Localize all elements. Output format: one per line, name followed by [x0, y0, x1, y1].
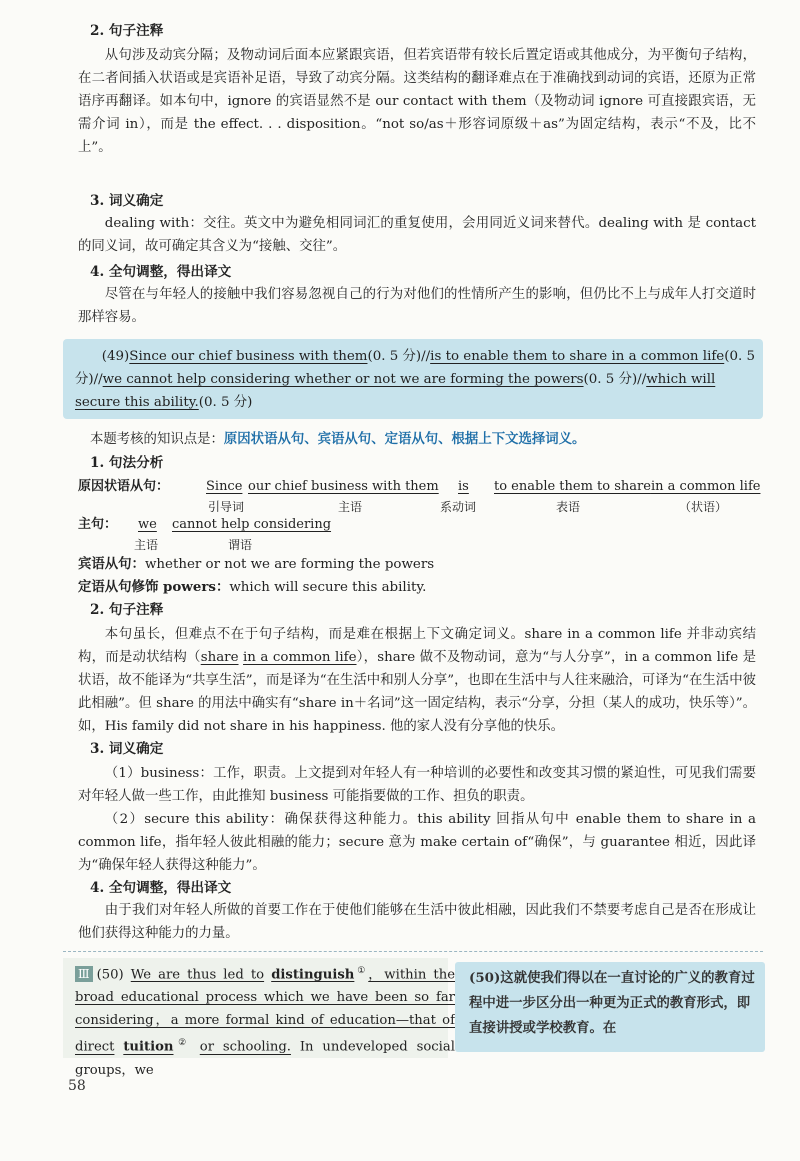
grammar-role: 主语 — [134, 538, 159, 552]
grammar-role: （状语） — [679, 500, 728, 514]
section-heading: 3. 词义确定 — [90, 193, 164, 209]
analysis-word: is — [458, 479, 469, 494]
grammar-role: 主语 — [338, 500, 363, 514]
word-meaning-paragraph: （1）business：工作，职责。上文提到对年轻人有一种培训的必要性和改变其习惯的紧迫性，可见我们需要对年轻人做一些工作，由此推知 business 可能指要做的工作、担负的职责。 — [78, 766, 756, 804]
word-meaning-paragraph: dealing with：交往。英文中为避免相同词汇的重复使用，会用同近义词来替代。dealing with 是 contact 的同义词，故可确定其含义为“接触、交往”。 — [78, 216, 756, 254]
vocab-word: distinguish — [271, 967, 355, 983]
page-number: 58 — [68, 1078, 86, 1094]
passage-column — [63, 958, 455, 1078]
object-clause-line: 宾语从句：whether or not we are forming the powers — [78, 556, 435, 572]
grammar-role: 谓语 — [228, 538, 253, 552]
passage-text: Ⅲ (50) We are thus led to distinguish①，within the broad educational process which we have been so far considering，a more formal kind of education—that of direct tuition② or schooling. In undeveloped social groups，we — [75, 966, 455, 1078]
grammar-role: 引导词 — [208, 500, 245, 514]
section-heading: 3. 词义确定 — [90, 741, 164, 757]
analysis-word: to enable them to share — [494, 479, 651, 494]
analysis-word: our chief business with them — [248, 479, 439, 494]
note-paragraph: 本句虽长，但难点不在于句子结构，而是难在根据上下文确定词义。share in a common life 并非动宾结构，而是动状结构（share in a common life），share 做不及物动词，意为“与人分享”，in a common life 是状语，故不能译为“共享生活”，而是译为“在生活中和别人分享”，也即在生活中与人往来融洽，可译为“在生活中彼此相融”。但 share 的用法中确实有“share in＋名词”这一固定结构，表示“分享，分担（某人的成功，快乐等）”。如，His family did not share in his happiness. 他的家人没有分享他的快乐。 — [78, 627, 757, 734]
segment-3: we cannot help considering whether or not we are forming the powers — [102, 372, 584, 387]
section-heading: 4. 全句调整，得出译文 — [90, 264, 232, 280]
divider — [63, 951, 763, 952]
sentence-49-box — [63, 339, 763, 419]
analysis-word: in a common life — [651, 479, 761, 494]
roman-numeral-badge: Ⅲ — [75, 966, 93, 982]
section-heading: 4. 全句调整，得出译文 — [90, 880, 232, 896]
word-meaning-paragraph: （2）secure this ability：确保获得这种能力。this ability 回指从句中 enable them to share in a common life，指年轻人彼此相融的能力；secure 意为 make certain of“确保”，与 guarantee 相近，因此译为“确保年轻人获得这种能力”。 — [78, 812, 756, 873]
footnote-marker: ② — [173, 1038, 191, 1049]
main-clause-analysis: 主句： we cannot help considering 主语 谓语 — [78, 517, 332, 552]
translation-paragraph: 尽管在与年轻人的接触中我们容易忽视自己的行为对他们的性情所产生的影响，但仍比不上与成年人打交道时那样容易。 — [78, 287, 756, 325]
grammar-role: 表语 — [556, 500, 581, 514]
grammar-role: 系动词 — [440, 500, 477, 514]
segment-1: Since our chief business with them — [129, 349, 368, 364]
translation-paragraph: 由于我们对年轻人所做的首要工作在于使他们能够在生活中彼此相融，因此我们不禁要考虑自己是否在形成让他们获得这种能力的力量。 — [78, 903, 756, 941]
section-heading: 2. 句子注释 — [90, 23, 164, 39]
knowledge-points: 本题考核的知识点是：原因状语从句、宾语从句、定语从句、根据上下文选择词义。 — [90, 431, 586, 447]
note-paragraph: 从句涉及动宾分隔；及物动词后面本应紧跟宾语，但若宾语带有较长后置定语或其他成分，为平衡句子结构，在二者间插入状语或是宾语补足语，导致了动宾分隔。这类结构的翻译难点在于准确找到动词的宾语，还原为正常语序再翻译。如本句中，ignore 的宾语显然不是 our contact with them（及物动词 ignore 可直接跟宾语，无需介词 in），而是 the effect. . . disposition。“not so/as＋形容词原级＋as”为固定结构，表示“不及，比不上”。 — [78, 48, 756, 155]
section-heading: 1. 句法分析 — [90, 455, 164, 471]
analysis-word: Since — [206, 479, 243, 494]
segment-2: is to enable them to share in a common life — [430, 349, 725, 364]
section-heading: 2. 句子注释 — [90, 602, 164, 618]
attributive-clause-line: 定语从句修饰 powers：which will secure this ability. — [78, 579, 427, 595]
analysis-word: we — [138, 517, 157, 532]
translation-box — [455, 962, 765, 1052]
segment-4: which will secure this ability. — [75, 372, 716, 410]
cause-clause-analysis: 原因状语从句： Since our chief business with them is to enable them to share in a common life 引导词 主语 系动词 表语 （状语） — [78, 479, 761, 514]
vocab-word: tuition — [123, 1039, 174, 1055]
translation-50-text: (50)这就使我们得以在一直讨论的广义的教育过程中进一步区分出一种更为正式的教育形式，即直接讲授或学校教育。在 — [469, 970, 755, 1036]
sentence-49-text: (49)Since our chief business with them(0. 5 分)//is to enable them to share in a common life(0. 5 分)//we cannot help considering whether or not we are forming the powers(0. 5 分)//which will secure this ability.(0. 5 分) — [75, 349, 756, 410]
footnote-marker: ① — [354, 966, 369, 976]
analysis-word: cannot help considering — [172, 517, 332, 532]
